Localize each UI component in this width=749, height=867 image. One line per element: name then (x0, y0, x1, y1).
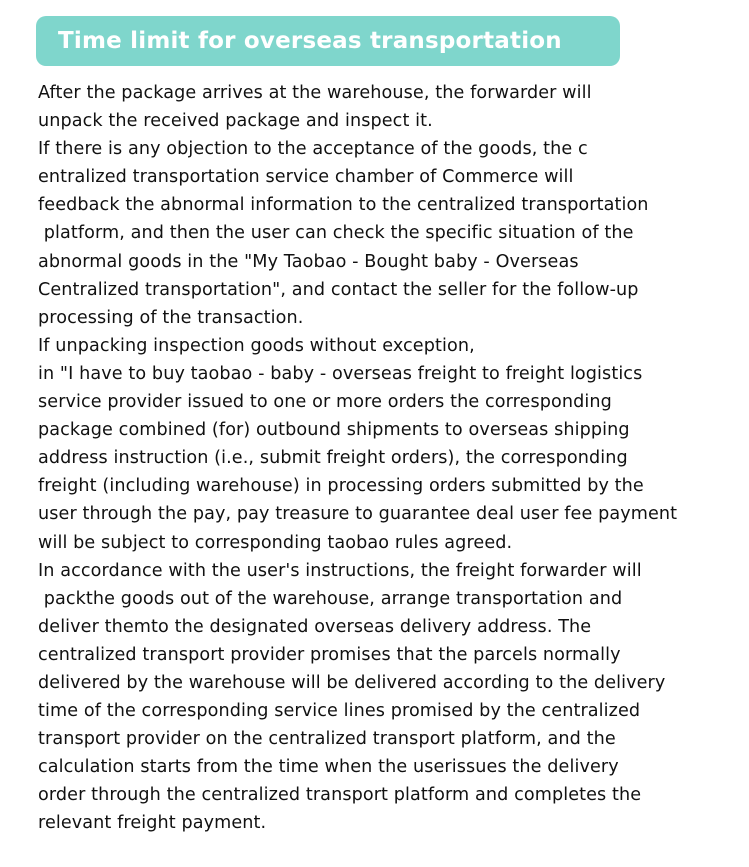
text-line: freight (including warehouse) in processing orders submitted by the (38, 476, 644, 497)
text-line: transport provider on the centralized transport platform, and the (38, 729, 616, 750)
text-line: After the package arrives at the warehouse, the forwarder will (38, 83, 592, 103)
text-line: calculation starts from the time when the userissues the delivery (38, 757, 619, 778)
text-line: packthe goods out of the warehouse, arrange transportation and (38, 588, 623, 609)
text-line: platform, and then the user can check the specific situation of the (38, 223, 634, 244)
text-line: order through the centralized transport platform and completes the (38, 785, 642, 806)
section-title: Time limit for overseas transportation (58, 28, 562, 54)
text-line: deliver themto the designated overseas delivery address. The (38, 616, 592, 637)
text-line: address instruction (i.e., submit freight orders), the corresponding (38, 448, 628, 469)
text-line: in "I have to buy taobao - baby - overseas freight to freight logistics (38, 363, 643, 384)
text-line: unpack the received package and inspect it. (38, 111, 433, 132)
text-line: service provider issued to one or more orders the corresponding (38, 392, 612, 413)
text-line: In accordance with the user's instructions, the freight forwarder will (38, 560, 642, 581)
body-paragraphs (38, 79, 744, 838)
text-line: processing of the transaction. (38, 307, 304, 328)
text-line: Centralized transportation", and contact the seller for the follow-up (38, 279, 639, 300)
text-line: entralized transportation service chamber of Commerce will (38, 167, 574, 188)
text-line: time of the corresponding service lines promised by the centralized (38, 701, 641, 722)
text-line: If unpacking inspection goods without exception, (38, 335, 475, 356)
text-line: centralized transport provider promises that the parcels normally (38, 644, 621, 665)
section-header-banner (36, 16, 620, 66)
text-line: relevant freight payment. (38, 813, 267, 834)
text-line: If there is any objection to the acceptance of the goods, the c (38, 139, 588, 160)
text-line: will be subject to corresponding taobao rules agreed. (38, 532, 513, 553)
text-line: package combined (for) outbound shipments to overseas shipping (38, 420, 630, 441)
text-line: abnormal goods in the "My Taobao - Bought baby - Overseas (38, 251, 579, 272)
text-line: feedback the abnormal information to the centralized transportation (38, 195, 649, 216)
text-line: user through the pay, pay treasure to guarantee deal user fee payment (38, 504, 678, 525)
text-line: delivered by the warehouse will be delivered according to the delivery (38, 672, 666, 693)
